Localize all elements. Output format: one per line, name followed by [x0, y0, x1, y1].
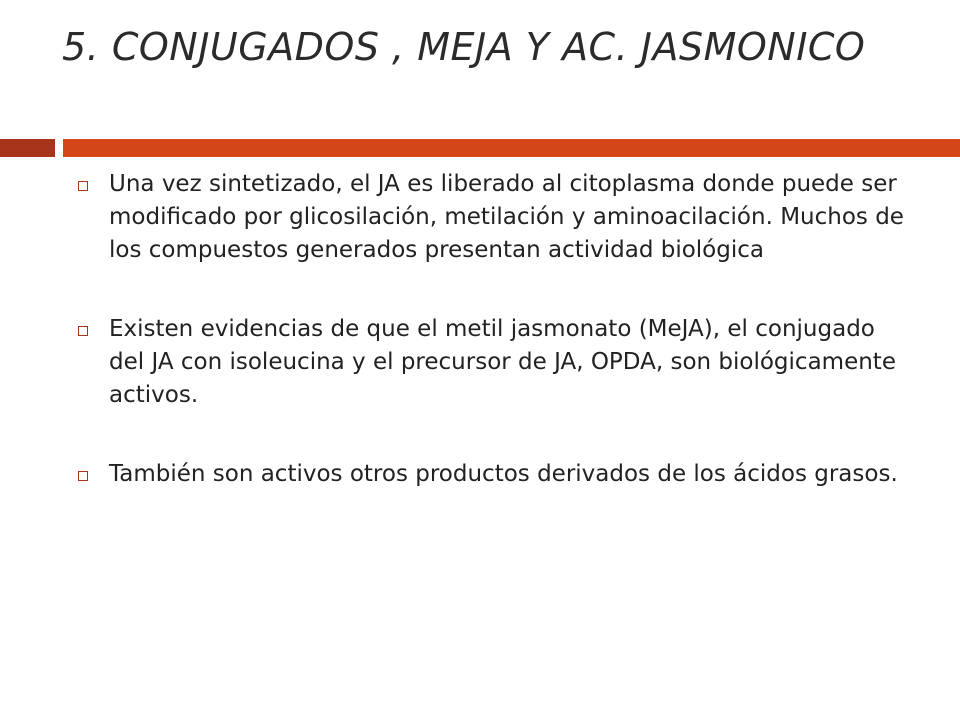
bullet-item	[75, 313, 905, 412]
bullet-text: Una vez sintetizado, el JA es liberado al citoplasma donde puede ser modificado por glicosilación, metilación y aminoacilación. Muchos de los compuestos generados presentan actividad biológica	[109, 171, 904, 263]
bullet-list	[75, 168, 905, 537]
square-bullet-icon	[78, 181, 88, 191]
square-bullet-icon	[78, 326, 88, 336]
title-accent-bar-left	[0, 139, 55, 157]
bullet-text: También son activos otros productos derivados de los ácidos grasos.	[109, 461, 898, 487]
bullet-item	[75, 168, 905, 267]
title-accent-bar-right	[63, 139, 960, 157]
slide-title: 5. CONJUGADOS , MEJA Y AC. JASMONICO	[62, 25, 866, 69]
bullet-text: Existen evidencias de que el metil jasmonato (MeJA), el conjugado del JA con isoleucina y el precursor de JA, OPDA, son biológicamente activos.	[109, 316, 896, 408]
square-bullet-icon	[78, 471, 88, 481]
bullet-item	[75, 458, 905, 491]
